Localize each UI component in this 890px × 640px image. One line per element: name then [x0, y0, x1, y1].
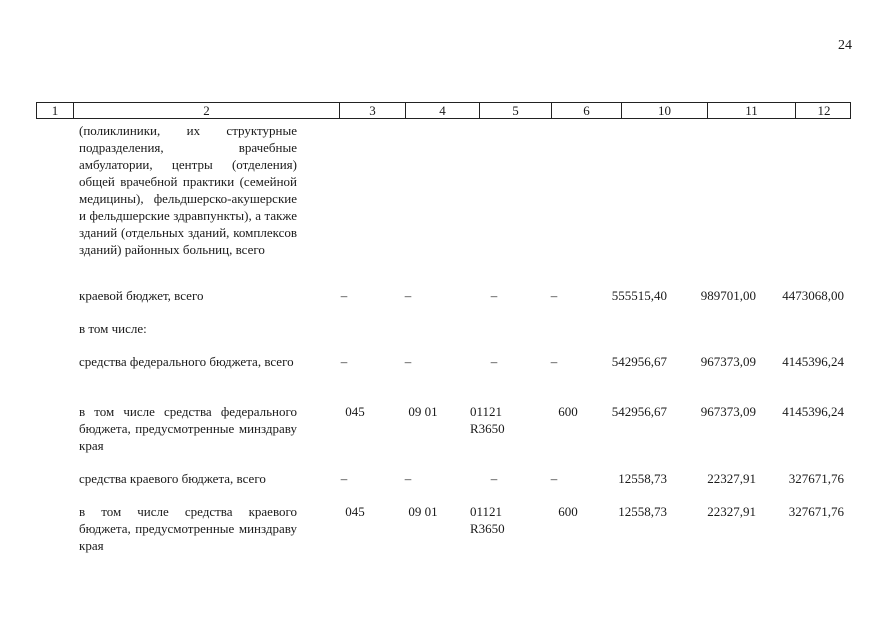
row-label: в том числе средства краевого бюджета, предусмотренные минздраву края [79, 504, 297, 553]
row-cell-5-line1: 01121 [470, 504, 503, 519]
page-number: 24 [838, 38, 852, 53]
header-col-5: 5 [479, 103, 551, 118]
row-cell-4: – [404, 288, 412, 303]
row-cell-5-line1: 01121 [470, 404, 503, 419]
row-cell-6: – [550, 288, 558, 303]
row-cell-5: – [490, 288, 498, 303]
row-cell-4: 09 01 [408, 504, 438, 519]
row-cell-12: 327671,76 [788, 504, 844, 519]
row-label: в том числе средства федерального бюджета, предусмотренные минздраву края [79, 404, 297, 453]
header-col-10: 10 [621, 103, 707, 118]
header-col-4: 4 [405, 103, 479, 118]
row-cell-6: – [550, 354, 558, 369]
row-cell-3: – [340, 288, 348, 303]
row-cell-5: – [490, 354, 498, 369]
row-cell-10: 12558,73 [618, 504, 667, 519]
intro-text: (поликлиники, их структурные подразделения, врачебные амбулатории, центры (отделения) общей врачебной практики (семейной медицины), фельдшерско-акушерские и фельдшерские здравпункты), а также зданий (отдельных зданий, комплексов зданий) районных больниц, всего [79, 123, 297, 257]
header-col-12: 12 [795, 103, 852, 118]
row-cell-10: 12558,73 [618, 471, 667, 486]
row-cell-3: 045 [345, 404, 365, 419]
row-cell-4: – [404, 471, 412, 486]
row-cell-11: 967373,09 [700, 404, 756, 419]
header-col-2: 2 [73, 103, 339, 118]
row-cell-3: 045 [345, 504, 365, 519]
row-cell-11: 22327,91 [707, 471, 756, 486]
row-cell-3: – [340, 354, 348, 369]
row-cell-11: 22327,91 [707, 504, 756, 519]
header-col-1: 1 [51, 103, 59, 118]
row-cell-4: 09 01 [408, 404, 438, 419]
row-cell-12: 4473068,00 [782, 288, 844, 303]
row-cell-6: 600 [558, 404, 578, 419]
row-cell-5: – [490, 471, 498, 486]
row-cell-11: 989701,00 [700, 288, 756, 303]
row-label: средства федерального бюджета, всего [79, 354, 294, 369]
row-cell-4: – [404, 354, 412, 369]
row-cell-10: 555515,40 [611, 288, 667, 303]
row-label: в том числе: [79, 321, 147, 336]
row-cell-11: 967373,09 [700, 354, 756, 369]
header-col-6: 6 [551, 103, 621, 118]
row-label: краевой бюджет, всего [79, 288, 204, 303]
row-cell-12: 4145396,24 [782, 404, 844, 419]
table-header-row [36, 102, 851, 119]
row-label: средства краевого бюджета, всего [79, 471, 266, 486]
row-cell-12: 4145396,24 [782, 354, 844, 369]
row-cell-5-line2: R3650 [470, 521, 505, 536]
header-col-3: 3 [339, 103, 405, 118]
row-cell-6: 600 [558, 504, 578, 519]
row-cell-10: 542956,67 [611, 354, 667, 369]
row-cell-3: – [340, 471, 348, 486]
row-cell-10: 542956,67 [611, 404, 667, 419]
row-cell-12: 327671,76 [788, 471, 844, 486]
header-col-11: 11 [707, 103, 795, 118]
row-cell-5-line2: R3650 [470, 421, 505, 436]
row-cell-6: – [550, 471, 558, 486]
